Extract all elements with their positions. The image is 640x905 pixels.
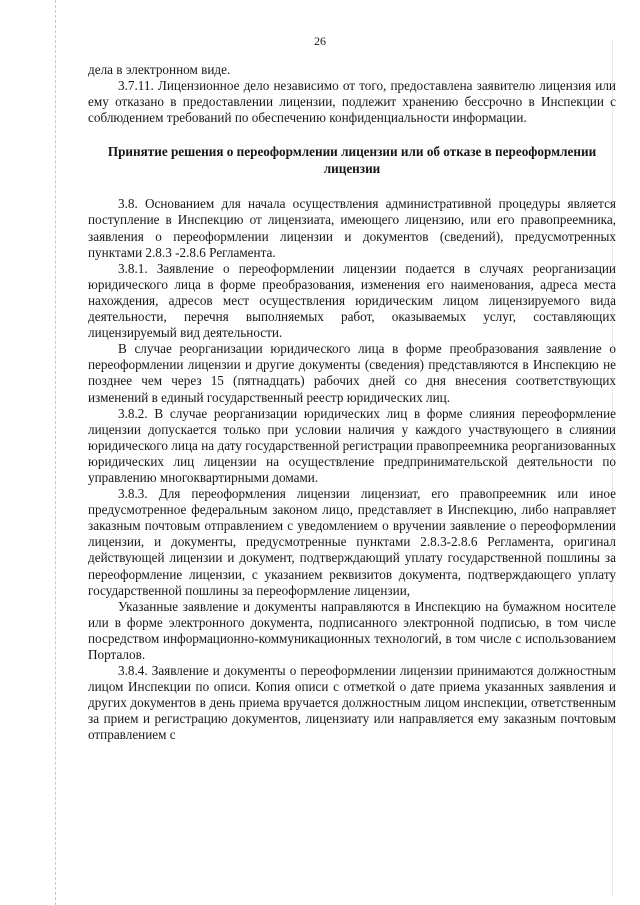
- paragraph-submission: Указанные заявление и документы направляются в Инспекцию на бумажном носителе или в форме электронного документа, подписанного электронной подписью, в том числе посредством информационно-коммуникационных технологий, в том числе с использованием Порталов.: [88, 598, 616, 662]
- paragraph-3-8: 3.8. Основанием для начала осуществления административной процедуры является поступление в Инспекцию от лицензиата, имеющего лицензию, или его правопреемника, заявления о переоформлении лицензии и документов (сведений), предусмотренных пунктами 2.8.3 -2.8.6 Регламента.: [88, 196, 616, 260]
- document-body: [88, 62, 616, 744]
- paragraph-3-7-11: 3.7.11. Лицензионное дело независимо от того, предоставлена заявителю лицензия или ему отказано в предоставлении лицензии, подлежит хранению бессрочно в Инспекции с соблюдением требований по обеспечению конфиденциальности информации.: [88, 78, 616, 126]
- paragraph-continuation: дела в электронном виде.: [88, 62, 231, 77]
- paragraph-3-8-4: 3.8.4. Заявление и документы о переоформлении лицензии принимаются должностным лицом Инспекции по описи. Копия описи с отметкой о дате приема указанных заявления и других документов в день приема вручается должностным лицом инспекции, ответственным за прием и регистрацию документов, лицензиату или направляется ему заказным почтовым отправлением с: [88, 663, 616, 743]
- section-heading: Принятие решения о переоформлении лицензии или об отказе в переоформлении лицензии: [107, 144, 597, 176]
- paragraph-reorganization: В случае реорганизации юридического лица в форме преобразования заявление о переоформлении лицензии и другие документы (сведения) представляются в Инспекцию не позднее чем через 15 (пятнадцать) рабочих дней со дня внесения соответствующих изменений в единый государственный реестр юридических лиц.: [88, 341, 616, 405]
- page-edge-left: [55, 0, 56, 905]
- paragraph-3-8-2: 3.8.2. В случае реорганизации юридических лиц в форме слияния переоформление лицензии допускается только при условии наличия у каждого участвующего в слиянии юридического лица на дату государственной регистрации правопреемника реорганизованных юридических лиц лицензии на осуществление предпринимательской деятельности по управлению многоквартирными домами.: [88, 405, 616, 485]
- paragraph-3-8-3: 3.8.3. Для переоформления лицензии лицензиат, его правопреемник или иное предусмотренное федеральным законом лицо, представляет в Инспекцию, либо направляет заказным почтовым отправлением с уведомлением о вручении заявление о переоформлении лицензии, и документы, предусмотренные пунктами 2.8.3-2.8.6 Регламента, оригинал действующей лицензии и документ, подтверждающий уплату государственной пошлины за переоформление лицензии, с указанием реквизитов документа, подтверждающего уплату государственной пошлины за переоформление лицензии,: [88, 486, 616, 598]
- paragraph-3-8-1: 3.8.1. Заявление о переоформлении лицензии подается в случаях реорганизации юридического лица в форме преобразования, изменения его наименования, адреса места нахождения, адресов мест осуществления юридическим лицом лицензируемого вида деятельности, перечня выполняемых работ, оказываемых услуг, составляющих лицензируемый вид деятельности.: [88, 260, 616, 341]
- page-number: 26: [314, 34, 326, 48]
